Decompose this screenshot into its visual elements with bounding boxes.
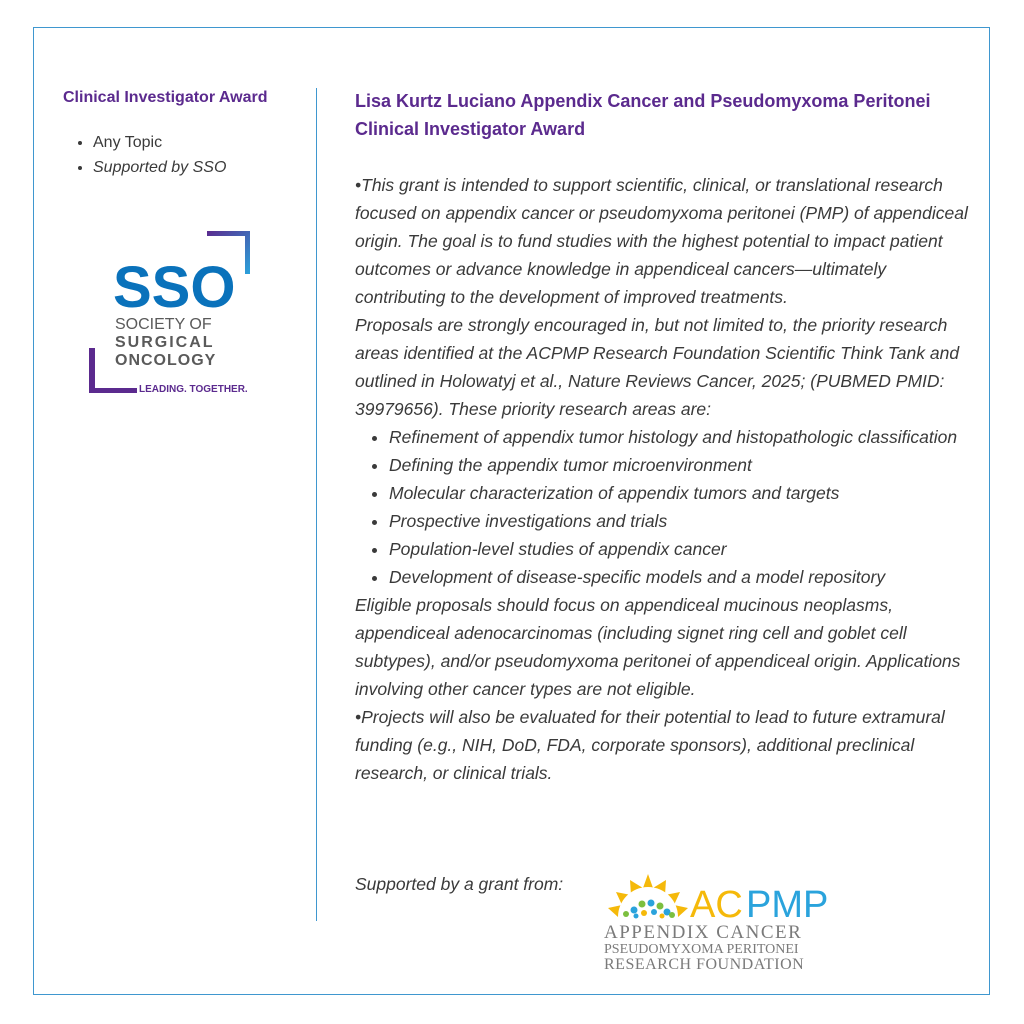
acpmp-line-2: PSEUDOMYXOMA PERITONEI [604, 942, 799, 957]
list-item: • Defining the appendix tumor microenvironment [389, 451, 975, 479]
list-item: • Molecular characterization of appendix tumors and targets [389, 479, 975, 507]
sso-logo [85, 228, 257, 398]
acpmp-ac: AC [690, 884, 743, 926]
sso-line-3: ONCOLOGY [115, 352, 217, 369]
support-label: Supported by a grant from: [355, 874, 564, 894]
priority-paragraph: Proposals are strongly encouraged in, but not limited to, the priority research areas identified at the ACPMP Research Foundation Scientific Think Tank and outlined in Holowatyj et al., Nature Reviews Cancer, 2025; (PUBMED PMID: 39979656). These priority research areas are: [355, 315, 960, 419]
column-divider [316, 88, 317, 921]
sidebar-list [63, 130, 303, 180]
eligibility-paragraph: Eligible proposals should focus on appendiceal mucinous neoplasms, appendiceal adenocarcinomas (including signet ring cell and goblet cell subtypes), and/or pseudomyxoma peritonei of appendiceal origin. Applications involving other cancer types are not eligible. [355, 595, 961, 699]
sso-line-1: SOCIETY OF [115, 316, 212, 333]
sun-icon [608, 874, 688, 919]
sso-tagline: LEADING. TOGETHER. [139, 384, 248, 395]
sidebar-item-topic: • Any Topic [93, 130, 303, 155]
acpmp-logo [604, 870, 844, 976]
acpmp-pmp: PMP [746, 884, 829, 926]
main-content [355, 87, 975, 787]
evaluation-paragraph: •Projects will also be evaluated for their potential to lead to future extramural funding (e.g., NIH, DoD, FDA, corporate sponsors), additional preclinical research, or clinical trials. [355, 707, 945, 783]
sidebar [63, 88, 303, 180]
award-title: Lisa Kurtz Luciano Appendix Cancer and Pseudomyxoma Peritonei Clinical Investigator Award [355, 91, 931, 139]
list-item: • Prospective investigations and trials [389, 507, 975, 535]
intro-paragraph: •This grant is intended to support scientific, clinical, or translational research focused on appendix cancer or pseudomyxoma peritonei (PMP) of appendiceal origin. The goal is to fund studies with the highest potential to impact patient outcomes or advance knowledge in appendiceal cancers—ultimately contributing to the development of improved treatments. [355, 175, 968, 307]
list-item: • Population-level studies of appendix cancer [389, 535, 975, 563]
list-item: • Refinement of appendix tumor histology and histopathologic classification [389, 423, 975, 451]
sidebar-title: Clinical Investigator Award [63, 89, 268, 106]
acpmp-line-1: APPENDIX CANCER [604, 922, 803, 943]
list-item: • Development of disease-specific models and a model repository [389, 563, 975, 591]
sidebar-item-support: • Supported by SSO [93, 155, 303, 180]
sso-acronym: SSO [113, 255, 236, 320]
sso-line-2: SURGICAL [115, 334, 215, 351]
priority-areas-list [355, 423, 975, 591]
acpmp-line-3: RESEARCH FOUNDATION [604, 956, 805, 973]
